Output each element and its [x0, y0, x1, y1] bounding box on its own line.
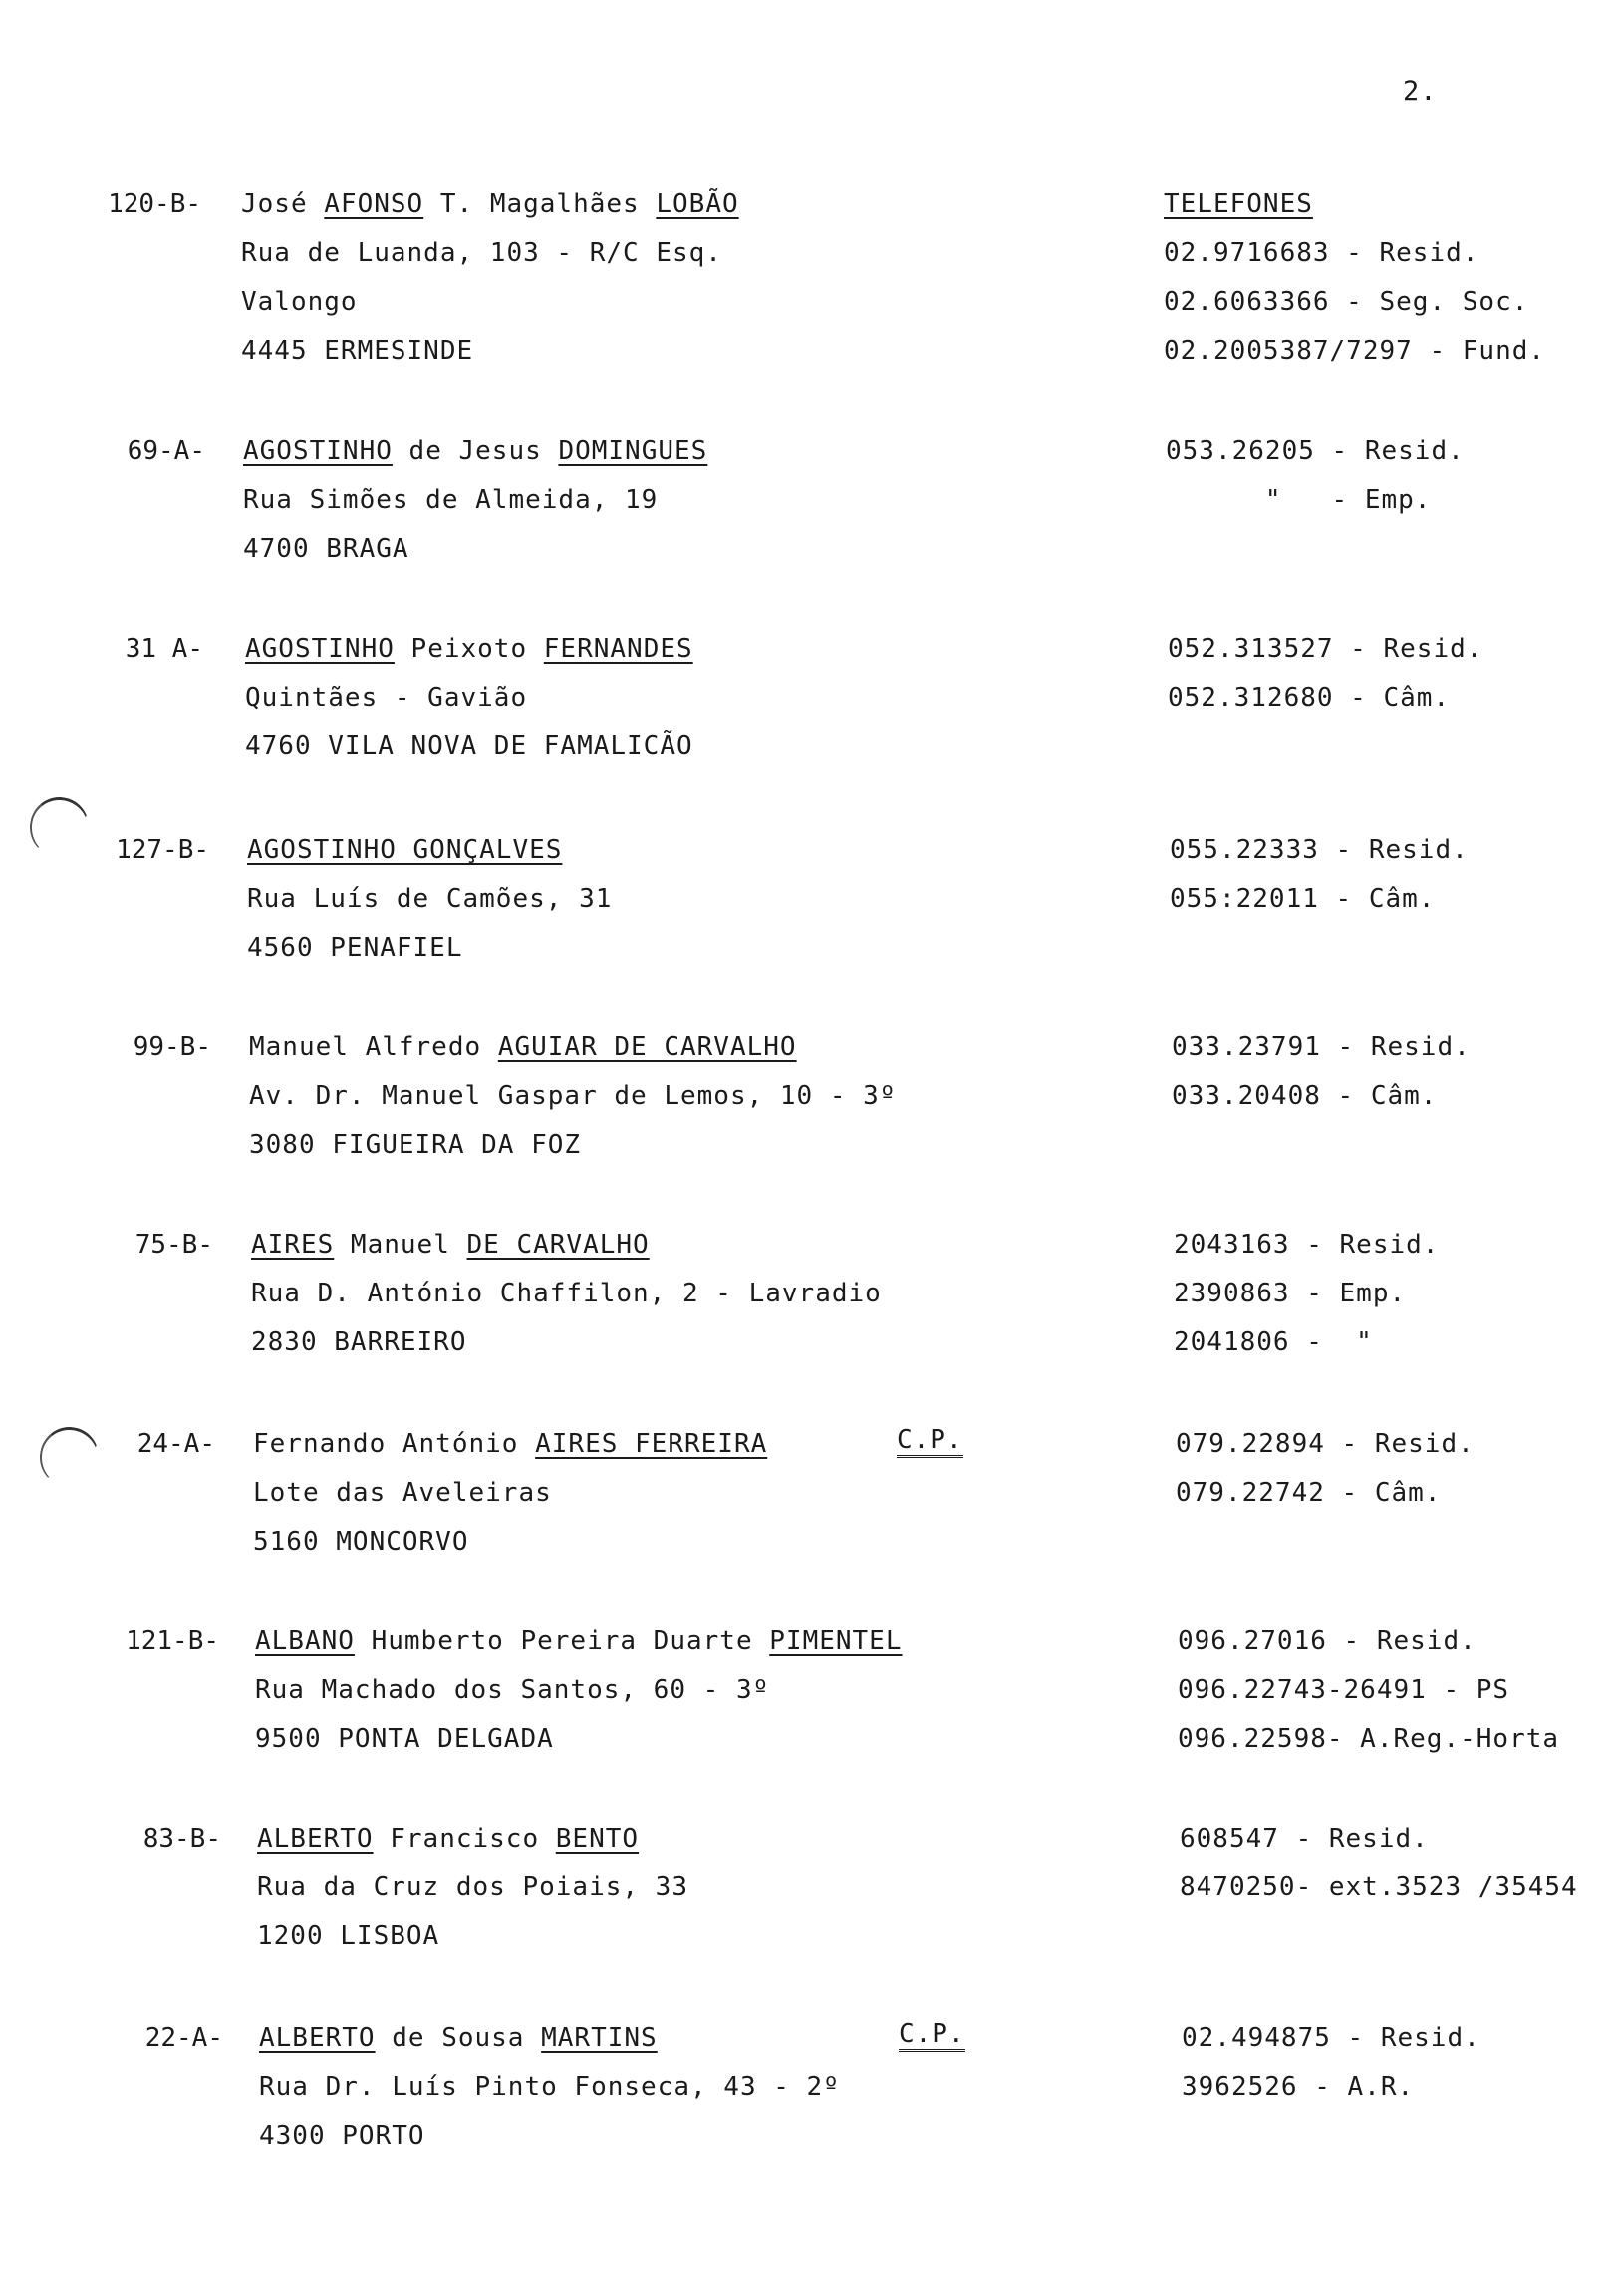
member-name: [259, 2023, 658, 2053]
phone-line: 096.27016 - Resid.: [1178, 1626, 1476, 1656]
address-line: 9500 PONTA DELGADA: [255, 1724, 554, 1754]
directory-entry: [0, 634, 1610, 793]
member-code: 31 A-: [125, 634, 203, 664]
address-line: Rua da Cruz dos Poiais, 33: [257, 1872, 688, 1902]
member-name: [247, 835, 562, 865]
address-line: Valongo: [241, 287, 358, 317]
address-line: 4445 ERMESINDE: [241, 336, 474, 366]
name-part-underlined: DOMINGUES: [558, 436, 708, 466]
member-code: 22-A-: [144, 2023, 223, 2053]
member-name: [243, 436, 707, 466]
name-part: de Sousa: [375, 2023, 542, 2053]
name-part-underlined: FERNANDES: [543, 634, 693, 664]
name-part-underlined: BENTO: [555, 1824, 640, 1854]
phone-line: 02.6063366 - Seg. Soc.: [1164, 287, 1529, 317]
address-line: Rua D. António Chaffilon, 2 - Lavradio: [251, 1279, 882, 1308]
phone-line: 052.313527 - Resid.: [1168, 634, 1483, 664]
member-code: 69-A-: [127, 436, 205, 466]
member-code: 127-B-: [116, 835, 209, 865]
phone-line: 079.22894 - Resid.: [1176, 1429, 1475, 1459]
name-part: T. Magalhães: [423, 189, 657, 219]
address-line: Rua Dr. Luís Pinto Fonseca, 43 - 2º: [259, 2072, 840, 2102]
phone-line: 02.9716683 - Resid.: [1164, 238, 1479, 268]
directory-entry: [0, 189, 1610, 366]
name-part-underlined: ALBANO: [255, 1626, 355, 1656]
directory-entry: [0, 1824, 1610, 1983]
address-line: Lote das Aveleiras: [253, 1478, 552, 1508]
member-code: 83-B-: [142, 1824, 221, 1854]
address-line: Rua Machado dos Santos, 60 - 3º: [255, 1675, 770, 1705]
name-part: Humberto Pereira Duarte: [354, 1626, 770, 1656]
cp-mark: C.P.: [897, 1427, 963, 1458]
address-line: 4760 VILA NOVA DE FAMALICÃO: [245, 731, 693, 761]
member-code: 24-A-: [136, 1429, 215, 1459]
name-part: Peixoto: [394, 634, 544, 664]
address-line: Rua Simões de Almeida, 19: [243, 485, 659, 515]
member-name: [249, 1032, 797, 1062]
phone-line: 2390863 - Emp.: [1174, 1279, 1407, 1308]
member-code: 121-B-: [126, 1626, 219, 1656]
member-code: 75-B-: [134, 1230, 213, 1260]
directory-entry: [0, 2019, 1610, 2182]
name-part-underlined: MARTINS: [541, 2023, 658, 2053]
name-part-underlined: DE CARVALHO: [466, 1230, 650, 1260]
member-name: [241, 189, 739, 219]
name-part-underlined: AIRES: [251, 1230, 335, 1260]
name-part-underlined: AGUIAR DE CARVALHO: [497, 1032, 797, 1062]
directory-entry: [0, 1032, 1610, 1192]
address-line: Quintães - Gavião: [245, 683, 528, 713]
phones-header: TELEFONES: [1164, 189, 1313, 219]
address-line: 4300 PORTO: [259, 2121, 425, 2151]
phone-line: 2041806 - ": [1174, 1327, 1373, 1357]
address-line: Rua Luís de Camões, 31: [247, 884, 613, 914]
address-line: 4560 PENAFIEL: [247, 933, 463, 963]
name-part-underlined: AGOSTINHO: [243, 436, 393, 466]
address-line: 4700 BRAGA: [243, 534, 409, 564]
cp-mark: C.P.: [899, 2021, 965, 2052]
phone-line: 053.26205 - Resid.: [1166, 436, 1465, 466]
phone-line: " - Emp.: [1166, 485, 1432, 515]
address-line: 2830 BARREIRO: [251, 1327, 467, 1357]
member-name: [255, 1626, 903, 1656]
name-part-underlined: ALBERTO: [257, 1824, 374, 1854]
address-line: 5160 MONCORVO: [253, 1527, 469, 1557]
phone-line: 079.22742 - Câm.: [1176, 1478, 1442, 1508]
directory-entry: [0, 1626, 1610, 1786]
directory-entry: [0, 1230, 1610, 1389]
name-part: José: [241, 189, 325, 219]
address-line: Av. Dr. Manuel Gaspar de Lemos, 10 - 3º: [249, 1081, 897, 1111]
member-code: 99-B-: [133, 1032, 211, 1062]
directory-entry: [0, 835, 1610, 995]
phone-line: 8470250- ext.3523 /35454: [1180, 1872, 1578, 1902]
member-name: [245, 634, 693, 664]
phone-line: 096.22598- A.Reg.-Horta: [1178, 1724, 1560, 1754]
phone-line: 096.22743-26491 - PS: [1178, 1675, 1510, 1705]
name-part-underlined: AIRES FERREIRA: [535, 1429, 768, 1459]
member-code: 120-B-: [108, 189, 201, 219]
address-line: Rua de Luanda, 103 - R/C Esq.: [241, 238, 722, 268]
name-part-underlined: ALBERTO: [259, 2023, 376, 2053]
phone-line: 2043163 - Resid.: [1174, 1230, 1440, 1260]
directory-entry: [0, 436, 1610, 596]
phone-line: 02.494875 - Resid.: [1182, 2023, 1480, 2053]
directory-entry: [0, 1425, 1610, 1588]
member-name: [251, 1230, 650, 1260]
name-part-underlined: PIMENTEL: [769, 1626, 903, 1656]
name-part-underlined: AFONSO: [324, 189, 424, 219]
name-part: Manuel: [334, 1230, 467, 1260]
name-part: Manuel Alfredo: [249, 1032, 498, 1062]
name-part: de Jesus: [392, 436, 559, 466]
name-part: Francisco: [373, 1824, 556, 1854]
phone-line: 3962526 - A.R.: [1182, 2072, 1415, 2102]
phone-line: 033.23791 - Resid.: [1172, 1032, 1471, 1062]
phone-line: 052.312680 - Câm.: [1168, 683, 1451, 713]
phone-line: 608547 - Resid.: [1180, 1824, 1429, 1854]
page-number: 2.: [1403, 76, 1438, 107]
member-name: [257, 1824, 639, 1854]
name-part-underlined: AGOSTINHO GONÇALVES: [247, 835, 563, 865]
member-name: [253, 1429, 767, 1459]
name-part-underlined: LOBÃO: [656, 189, 739, 219]
phone-line: 02.2005387/7297 - Fund.: [1164, 336, 1546, 366]
phone-line: 055:22011 - Câm.: [1170, 884, 1436, 914]
name-part: Fernando António: [253, 1429, 536, 1459]
phone-line: 055.22333 - Resid.: [1170, 835, 1469, 865]
name-part-underlined: AGOSTINHO: [245, 634, 395, 664]
address-line: 3080 FIGUEIRA DA FOZ: [249, 1130, 582, 1160]
address-line: 1200 LISBOA: [257, 1921, 440, 1951]
phone-line: 033.20408 - Câm.: [1172, 1081, 1438, 1111]
